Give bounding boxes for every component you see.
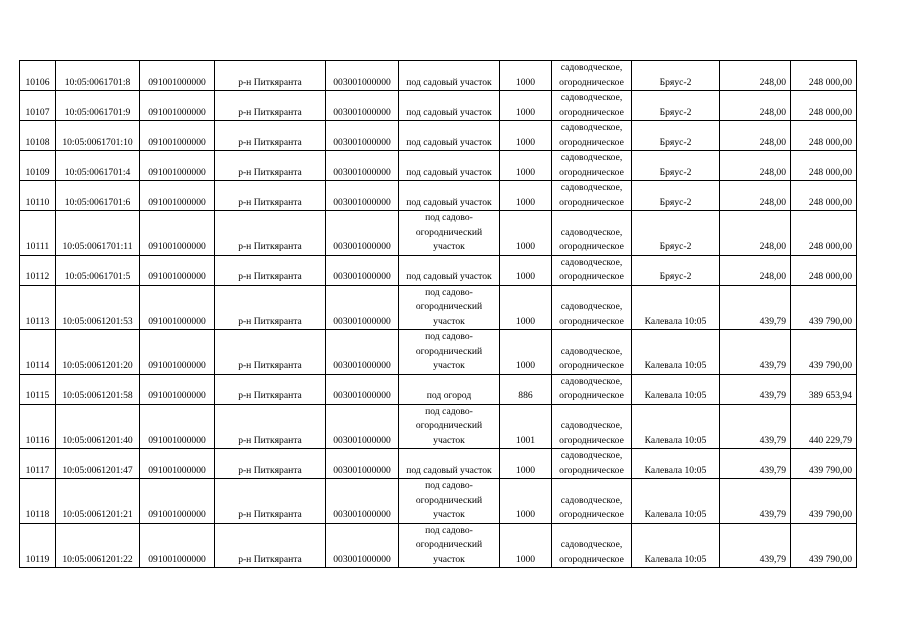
area-cell: 1001	[500, 404, 552, 449]
settlement-code-cell: 003001000000	[326, 479, 399, 524]
cadastral-number-cell: 10:05:0061701:8	[56, 61, 140, 91]
district-cell: р-н Питкяранта	[215, 404, 326, 449]
okato-code-cell: 091001000000	[140, 404, 215, 449]
area-cell: 1000	[500, 211, 552, 256]
table-row	[20, 285, 857, 330]
area-cell: 1000	[500, 479, 552, 524]
specific-value-cell: 248,00	[720, 211, 791, 256]
area-cell: 1000	[500, 449, 552, 479]
okato-code-cell: 091001000000	[140, 121, 215, 151]
zone-cell: Калевала 10:05	[632, 404, 720, 449]
okato-code-cell: 091001000000	[140, 479, 215, 524]
cadastral-number-cell: 10:05:0061701:4	[56, 151, 140, 181]
specific-value-cell: 248,00	[720, 61, 791, 91]
area-cell: 886	[500, 374, 552, 404]
okato-code-cell: 091001000000	[140, 181, 215, 211]
cadastral-number-cell: 10:05:0061201:20	[56, 330, 140, 375]
use-category-cell: садоводческое, огородническое	[552, 479, 632, 524]
cadastral-value-cell: 440 229,79	[791, 404, 857, 449]
settlement-code-cell: 003001000000	[326, 151, 399, 181]
district-cell: р-н Питкяранта	[215, 91, 326, 121]
district-cell: р-н Питкяранта	[215, 449, 326, 479]
cadastral-value-cell: 439 790,00	[791, 523, 857, 568]
cadastral-value-cell: 248 000,00	[791, 151, 857, 181]
area-cell: 1000	[500, 330, 552, 375]
specific-value-cell: 439,79	[720, 479, 791, 524]
use-category-cell: садоводческое, огородническое	[552, 181, 632, 211]
table-row	[20, 374, 857, 404]
cadastral-number-cell: 10:05:0061701:5	[56, 255, 140, 285]
zone-cell: Бряус-2	[632, 91, 720, 121]
settlement-code-cell: 003001000000	[326, 211, 399, 256]
permitted-use-cell: под садовый участок	[399, 181, 500, 211]
row-number-cell: 10112	[20, 255, 56, 285]
area-cell: 1000	[500, 255, 552, 285]
cadastral-number-cell: 10:05:0061701:9	[56, 91, 140, 121]
cadastral-number-cell: 10:05:0061701:10	[56, 121, 140, 151]
use-category-cell: садоводческое, огородническое	[552, 449, 632, 479]
cadastral-value-cell: 439 790,00	[791, 285, 857, 330]
permitted-use-cell: под садово- огороднический участок	[399, 211, 500, 256]
permitted-use-cell: под садово- огороднический участок	[399, 523, 500, 568]
table-row	[20, 151, 857, 181]
table-row	[20, 91, 857, 121]
use-category-cell: садоводческое, огородническое	[552, 330, 632, 375]
cadastral-value-cell: 248 000,00	[791, 61, 857, 91]
okato-code-cell: 091001000000	[140, 255, 215, 285]
row-number-cell: 10117	[20, 449, 56, 479]
cadastral-number-cell: 10:05:0061201:21	[56, 479, 140, 524]
use-category-cell: садоводческое, огородническое	[552, 285, 632, 330]
settlement-code-cell: 003001000000	[326, 523, 399, 568]
cadastral-number-cell: 10:05:0061201:22	[56, 523, 140, 568]
specific-value-cell: 248,00	[720, 121, 791, 151]
row-number-cell: 10108	[20, 121, 56, 151]
row-number-cell: 10107	[20, 91, 56, 121]
row-number-cell: 10114	[20, 330, 56, 375]
district-cell: р-н Питкяранта	[215, 479, 326, 524]
row-number-cell: 10116	[20, 404, 56, 449]
specific-value-cell: 439,79	[720, 523, 791, 568]
table-body	[20, 61, 857, 568]
zone-cell: Калевала 10:05	[632, 285, 720, 330]
cadastral-value-cell: 248 000,00	[791, 181, 857, 211]
specific-value-cell: 248,00	[720, 255, 791, 285]
district-cell: р-н Питкяранта	[215, 374, 326, 404]
zone-cell: Бряус-2	[632, 255, 720, 285]
table-row	[20, 121, 857, 151]
permitted-use-cell: под садовый участок	[399, 61, 500, 91]
settlement-code-cell: 003001000000	[326, 255, 399, 285]
row-number-cell: 10110	[20, 181, 56, 211]
okato-code-cell: 091001000000	[140, 91, 215, 121]
district-cell: р-н Питкяранта	[215, 181, 326, 211]
settlement-code-cell: 003001000000	[326, 374, 399, 404]
use-category-cell: садоводческое, огородническое	[552, 91, 632, 121]
row-number-cell: 10118	[20, 479, 56, 524]
okato-code-cell: 091001000000	[140, 211, 215, 256]
use-category-cell: садоводческое, огородническое	[552, 255, 632, 285]
zone-cell: Бряус-2	[632, 211, 720, 256]
settlement-code-cell: 003001000000	[326, 285, 399, 330]
area-cell: 1000	[500, 91, 552, 121]
permitted-use-cell: под садовый участок	[399, 91, 500, 121]
permitted-use-cell: под садовый участок	[399, 255, 500, 285]
table-row	[20, 479, 857, 524]
table-row	[20, 61, 857, 91]
district-cell: р-н Питкяранта	[215, 255, 326, 285]
permitted-use-cell: под садовый участок	[399, 121, 500, 151]
cadastral-number-cell: 10:05:0061201:58	[56, 374, 140, 404]
area-cell: 1000	[500, 121, 552, 151]
row-number-cell: 10115	[20, 374, 56, 404]
okato-code-cell: 091001000000	[140, 61, 215, 91]
zone-cell: Калевала 10:05	[632, 479, 720, 524]
use-category-cell: садоводческое, огородническое	[552, 523, 632, 568]
district-cell: р-н Питкяранта	[215, 523, 326, 568]
zone-cell: Калевала 10:05	[632, 449, 720, 479]
district-cell: р-н Питкяранта	[215, 121, 326, 151]
zone-cell: Калевала 10:05	[632, 374, 720, 404]
zone-cell: Бряус-2	[632, 61, 720, 91]
district-cell: р-н Питкяранта	[215, 285, 326, 330]
cadastral-value-cell: 248 000,00	[791, 255, 857, 285]
settlement-code-cell: 003001000000	[326, 404, 399, 449]
district-cell: р-н Питкяранта	[215, 61, 326, 91]
use-category-cell: садоводческое, огородническое	[552, 121, 632, 151]
table-row	[20, 404, 857, 449]
cadastral-number-cell: 10:05:0061201:53	[56, 285, 140, 330]
use-category-cell: садоводческое, огородническое	[552, 151, 632, 181]
specific-value-cell: 248,00	[720, 91, 791, 121]
zone-cell: Бряус-2	[632, 181, 720, 211]
permitted-use-cell: под садово- огороднический участок	[399, 330, 500, 375]
permitted-use-cell: под садово- огороднический участок	[399, 404, 500, 449]
permitted-use-cell: под огород	[399, 374, 500, 404]
area-cell: 1000	[500, 285, 552, 330]
settlement-code-cell: 003001000000	[326, 91, 399, 121]
area-cell: 1000	[500, 61, 552, 91]
specific-value-cell: 439,79	[720, 404, 791, 449]
okato-code-cell: 091001000000	[140, 330, 215, 375]
row-number-cell: 10119	[20, 523, 56, 568]
row-number-cell: 10113	[20, 285, 56, 330]
specific-value-cell: 248,00	[720, 151, 791, 181]
zone-cell: Калевала 10:05	[632, 330, 720, 375]
cadastral-number-cell: 10:05:0061201:40	[56, 404, 140, 449]
area-cell: 1000	[500, 181, 552, 211]
district-cell: р-н Питкяранта	[215, 330, 326, 375]
zone-cell: Бряус-2	[632, 151, 720, 181]
settlement-code-cell: 003001000000	[326, 61, 399, 91]
specific-value-cell: 439,79	[720, 330, 791, 375]
cadastral-value-cell: 248 000,00	[791, 91, 857, 121]
cadastral-value-cell: 439 790,00	[791, 479, 857, 524]
area-cell: 1000	[500, 523, 552, 568]
cadastral-value-cell: 248 000,00	[791, 121, 857, 151]
table-row	[20, 181, 857, 211]
cadastral-value-cell: 389 653,94	[791, 374, 857, 404]
permitted-use-cell: под садовый участок	[399, 151, 500, 181]
table-row	[20, 255, 857, 285]
okato-code-cell: 091001000000	[140, 449, 215, 479]
zone-cell: Калевала 10:05	[632, 523, 720, 568]
table-row	[20, 211, 857, 256]
permitted-use-cell: под садовый участок	[399, 449, 500, 479]
specific-value-cell: 439,79	[720, 449, 791, 479]
district-cell: р-н Питкяранта	[215, 151, 326, 181]
table-row	[20, 330, 857, 375]
settlement-code-cell: 003001000000	[326, 181, 399, 211]
okato-code-cell: 091001000000	[140, 151, 215, 181]
settlement-code-cell: 003001000000	[326, 449, 399, 479]
settlement-code-cell: 003001000000	[326, 330, 399, 375]
cadastral-number-cell: 10:05:0061201:47	[56, 449, 140, 479]
okato-code-cell: 091001000000	[140, 374, 215, 404]
specific-value-cell: 439,79	[720, 374, 791, 404]
use-category-cell: садоводческое, огородническое	[552, 404, 632, 449]
specific-value-cell: 248,00	[720, 181, 791, 211]
specific-value-cell: 439,79	[720, 285, 791, 330]
area-cell: 1000	[500, 151, 552, 181]
table-row	[20, 449, 857, 479]
settlement-code-cell: 003001000000	[326, 121, 399, 151]
use-category-cell: садоводческое, огородническое	[552, 374, 632, 404]
cadastral-number-cell: 10:05:0061701:6	[56, 181, 140, 211]
okato-code-cell: 091001000000	[140, 523, 215, 568]
district-cell: р-н Питкяранта	[215, 211, 326, 256]
cadastral-number-cell: 10:05:0061701:11	[56, 211, 140, 256]
permitted-use-cell: под садово- огороднический участок	[399, 479, 500, 524]
row-number-cell: 10109	[20, 151, 56, 181]
use-category-cell: садоводческое, огородническое	[552, 61, 632, 91]
row-number-cell: 10111	[20, 211, 56, 256]
okato-code-cell: 091001000000	[140, 285, 215, 330]
zone-cell: Бряус-2	[632, 121, 720, 151]
cadastral-value-cell: 439 790,00	[791, 330, 857, 375]
row-number-cell: 10106	[20, 61, 56, 91]
use-category-cell: садоводческое, огородническое	[552, 211, 632, 256]
permitted-use-cell: под садово- огороднический участок	[399, 285, 500, 330]
table-row	[20, 523, 857, 568]
cadastral-value-cell: 439 790,00	[791, 449, 857, 479]
cadastral-value-cell: 248 000,00	[791, 211, 857, 256]
cadastral-value-table	[19, 60, 857, 568]
